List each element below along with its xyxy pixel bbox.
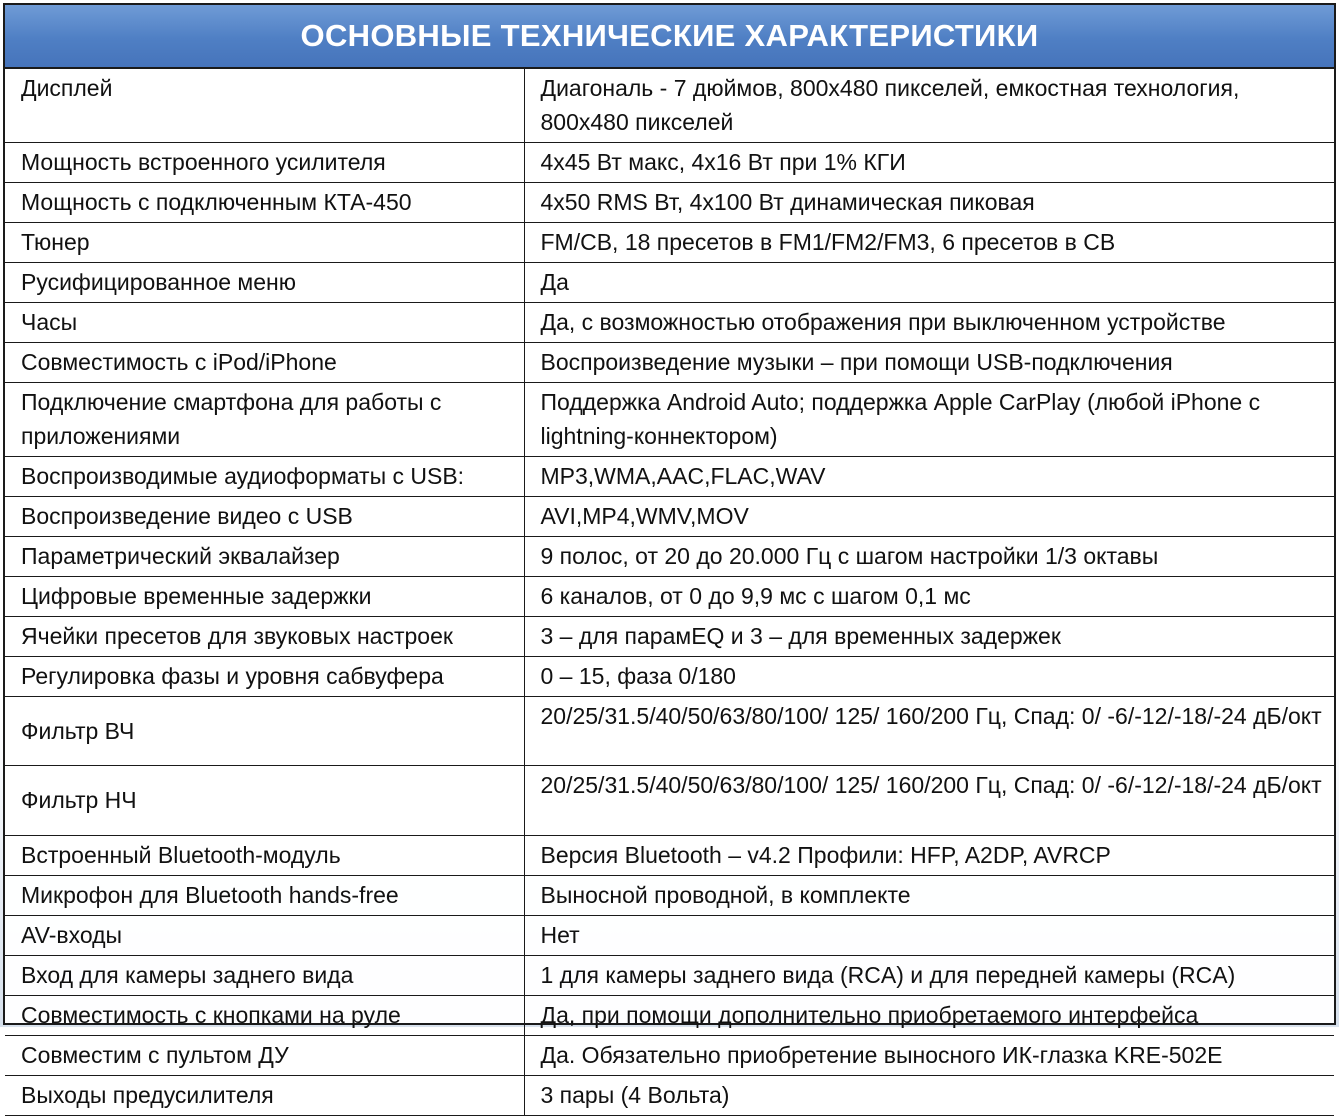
table-row bbox=[5, 915, 1334, 955]
row-value: Да, с возможностью отображения при выключенном устройстве bbox=[524, 303, 1334, 343]
row-label: Совместимость с кнопками на руле bbox=[5, 995, 524, 1035]
row-label: Воспроизведение видео с USB bbox=[5, 497, 524, 537]
row-value: Нет bbox=[524, 915, 1334, 955]
row-label: Совместимость с iPod/iPhone bbox=[5, 343, 524, 383]
row-value: AVI,MP4,WMV,MOV bbox=[524, 497, 1334, 537]
row-value: 20/25/31.5/40/50/63/80/100/ 125/ 160/200 Гц, Спад: 0/ -6/-12/-18/-24 дБ/окт bbox=[524, 766, 1334, 835]
row-label: Выходы предусилителя bbox=[5, 1075, 524, 1115]
table-row bbox=[5, 766, 1334, 835]
table-row bbox=[5, 183, 1334, 223]
table-title: ОСНОВНЫЕ ТЕХНИЧЕСКИЕ ХАРАКТЕРИСТИКИ bbox=[5, 5, 1334, 69]
row-value: Да bbox=[524, 263, 1334, 303]
row-value: FM/CB, 18 пресетов в FM1/FM2/FM3, 6 пресетов в CB bbox=[524, 223, 1334, 263]
row-label: AV-входы bbox=[5, 915, 524, 955]
table-row bbox=[5, 697, 1334, 766]
row-label: Вход для камеры заднего вида bbox=[5, 955, 524, 995]
table-row bbox=[5, 497, 1334, 537]
row-label: Мощность с подключенным КТА-450 bbox=[5, 183, 524, 223]
row-value: Выносной проводной, в комплекте bbox=[524, 875, 1334, 915]
row-value: 20/25/31.5/40/50/63/80/100/ 125/ 160/200 Гц, Спад: 0/ -6/-12/-18/-24 дБ/окт bbox=[524, 697, 1334, 766]
table-row bbox=[5, 383, 1334, 457]
row-label: Тюнер bbox=[5, 223, 524, 263]
row-value: 1 для камеры заднего вида (RCA) и для передней камеры (RCA) bbox=[524, 955, 1334, 995]
row-value: 4x50 RMS Вт, 4x100 Вт динамическая пиковая bbox=[524, 183, 1334, 223]
row-label: Параметрический эквалайзер bbox=[5, 537, 524, 577]
table-row bbox=[5, 1035, 1334, 1075]
row-label: Ячейки пресетов для звуковых настроек bbox=[5, 617, 524, 657]
table-row bbox=[5, 143, 1334, 183]
table-row bbox=[5, 835, 1334, 875]
row-label: Дисплей bbox=[5, 69, 524, 143]
table-row bbox=[5, 875, 1334, 915]
row-value: MP3,WMA,AAC,FLAC,WAV bbox=[524, 457, 1334, 497]
table-row bbox=[5, 223, 1334, 263]
table-row bbox=[5, 303, 1334, 343]
row-label: Подключение смартфона для работы с приложениями bbox=[5, 383, 524, 457]
row-value: 3 пары (4 Вольта) bbox=[524, 1075, 1334, 1115]
row-label: Воспроизводимые аудиоформаты с USB: bbox=[5, 457, 524, 497]
row-label: Совместим с пультом ДУ bbox=[5, 1035, 524, 1075]
row-value: Да. Обязательно приобретение выносного ИК-глазка KRE-502E bbox=[524, 1035, 1334, 1075]
row-value: Воспроизведение музыки – при помощи USB-подключения bbox=[524, 343, 1334, 383]
table-row bbox=[5, 995, 1334, 1035]
table-row bbox=[5, 69, 1334, 143]
table-row bbox=[5, 343, 1334, 383]
row-label: Цифровые временные задержки bbox=[5, 577, 524, 617]
row-value: 6 каналов, от 0 до 9,9 мс с шагом 0,1 мс bbox=[524, 577, 1334, 617]
spec-sheet bbox=[3, 3, 1336, 1108]
row-value: 4x45 Вт макс, 4x16 Вт при 1% КГИ bbox=[524, 143, 1334, 183]
row-value: 0 – 15, фаза 0/180 bbox=[524, 657, 1334, 697]
table-row bbox=[5, 617, 1334, 657]
table-row bbox=[5, 457, 1334, 497]
row-label: Встроенный Bluetooth-модуль bbox=[5, 835, 524, 875]
row-label: Часы bbox=[5, 303, 524, 343]
row-value: Поддержка Android Auto; поддержка Apple CarPlay (любой iPhone с lightning-коннектором) bbox=[524, 383, 1334, 457]
table-row bbox=[5, 577, 1334, 617]
row-label: Мощность встроенного усилителя bbox=[5, 143, 524, 183]
spec-table bbox=[5, 69, 1334, 1116]
row-value: Версия Bluetooth – v4.2 Профили: HFP, A2DP, AVRCP bbox=[524, 835, 1334, 875]
row-label: Фильтр НЧ bbox=[5, 766, 524, 835]
row-value: 3 – для парамEQ и 3 – для временных задержек bbox=[524, 617, 1334, 657]
table-row bbox=[5, 537, 1334, 577]
row-label: Фильтр ВЧ bbox=[5, 697, 524, 766]
row-value: 9 полос, от 20 до 20.000 Гц с шагом настройки 1/3 октавы bbox=[524, 537, 1334, 577]
table-row bbox=[5, 955, 1334, 995]
row-label: Микрофон для Bluetooth hands-free bbox=[5, 875, 524, 915]
row-label: Русифицированное меню bbox=[5, 263, 524, 303]
table-row bbox=[5, 657, 1334, 697]
table-row bbox=[5, 1075, 1334, 1115]
row-value: Да, при помощи дополнительно приобретаемого интерфейса bbox=[524, 995, 1334, 1035]
table-row bbox=[5, 263, 1334, 303]
row-label: Регулировка фазы и уровня сабвуфера bbox=[5, 657, 524, 697]
row-value: Диагональ - 7 дюймов, 800x480 пикселей, емкостная технология, 800x480 пикселей bbox=[524, 69, 1334, 143]
